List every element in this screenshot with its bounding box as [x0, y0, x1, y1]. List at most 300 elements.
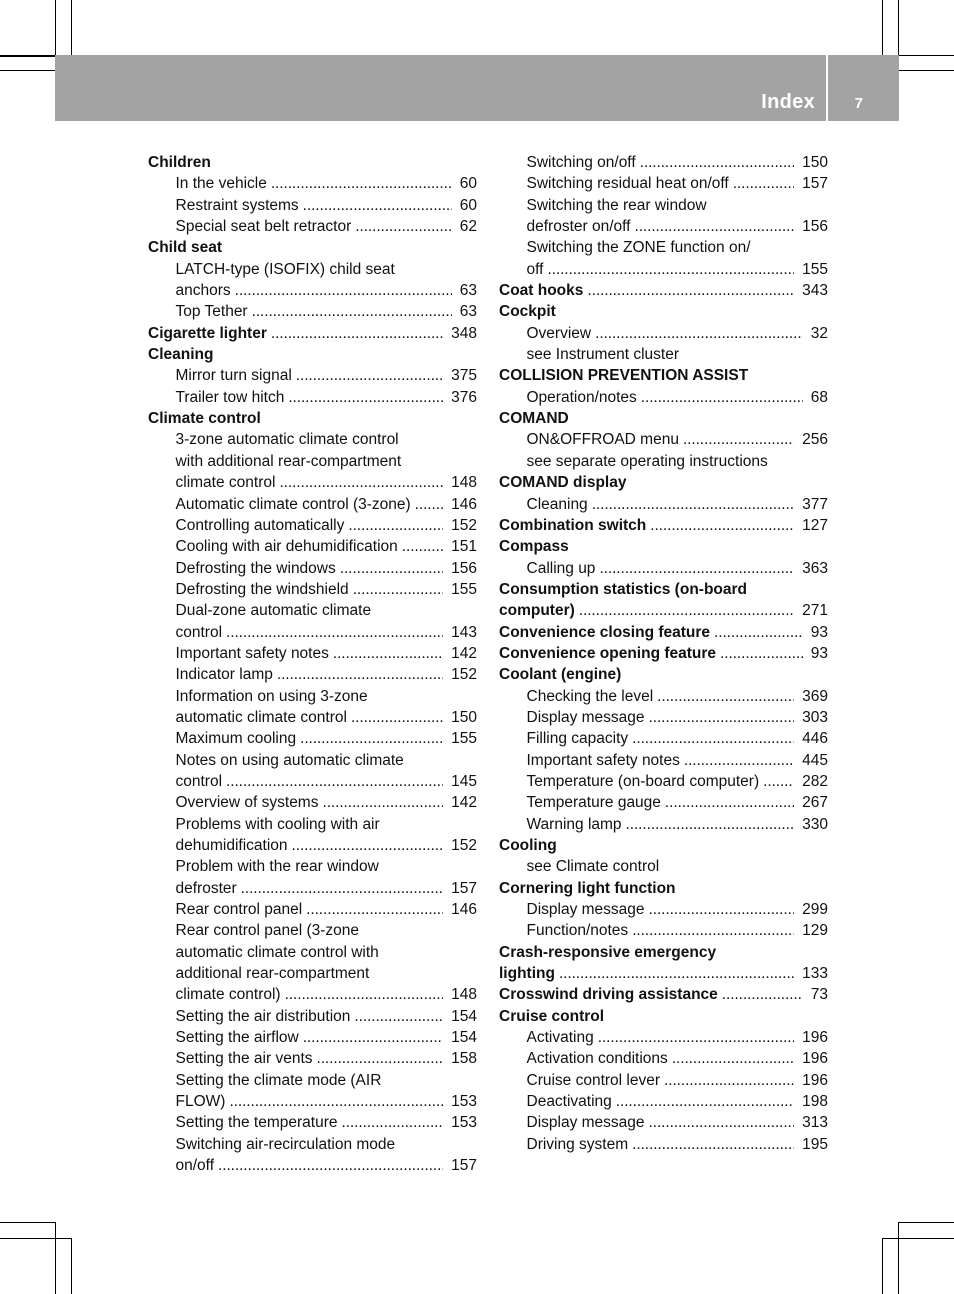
index-entry-text: defroster on/off — [526, 218, 631, 236]
crop-mark — [55, 1222, 56, 1294]
index-heading — [499, 579, 828, 600]
dot-leader — [763, 771, 794, 792]
index-entry-text: Automatic climate control (3-zone) — [175, 495, 411, 513]
crop-mark — [71, 0, 72, 55]
index-page-number: 146 — [451, 495, 477, 513]
index-subentry — [499, 707, 828, 728]
dot-leader — [306, 899, 443, 920]
index-heading — [148, 237, 477, 258]
dot-leader — [292, 835, 444, 856]
index-entry-text: Switching the ZONE function on/ — [526, 239, 751, 257]
index-entry-text: Problem with the rear window — [175, 858, 379, 876]
index-subentry — [499, 237, 828, 258]
dot-leader — [241, 878, 443, 899]
header-divider — [826, 55, 828, 121]
dot-leader — [657, 686, 794, 707]
dot-leader — [355, 216, 451, 237]
index-subentry — [148, 1134, 477, 1155]
crop-mark — [0, 1238, 72, 1239]
index-entry-text: Switching on/off — [526, 154, 636, 171]
crop-mark — [0, 70, 55, 71]
dot-leader — [354, 1006, 443, 1027]
dot-leader — [229, 1091, 443, 1112]
index-entry-text: Cleaning — [526, 495, 588, 513]
index-page-number: 348 — [451, 324, 477, 342]
index-entry-text: see separate operating instructions — [526, 452, 768, 470]
dot-leader — [235, 280, 452, 301]
index-page-number: 133 — [802, 965, 828, 983]
index-entry-text: Overview of systems — [175, 794, 319, 812]
index-subentry — [499, 814, 828, 835]
index-heading — [499, 280, 828, 301]
index-subentry — [499, 1112, 828, 1133]
index-subentry — [148, 195, 477, 216]
index-heading — [499, 835, 828, 856]
index-entry-text: Activating — [526, 1029, 594, 1047]
index-subentry — [148, 1112, 477, 1133]
index-subentry — [148, 899, 477, 920]
index-page-number: 343 — [802, 282, 828, 300]
index-heading — [499, 984, 828, 1005]
index-entry-text: Display message — [526, 708, 645, 726]
index-heading — [148, 344, 477, 365]
index-entry-text: Important safety notes — [175, 644, 329, 662]
index-entry-text: Coat hooks — [499, 282, 584, 300]
index-page-number: 196 — [802, 1071, 828, 1089]
dot-leader — [626, 814, 795, 835]
index-subentry — [148, 1091, 477, 1112]
crop-mark — [0, 55, 55, 57]
index-entry-text: additional rear-compartment — [175, 965, 370, 983]
dot-leader — [598, 1027, 794, 1048]
index-subentry — [148, 451, 477, 472]
index-page-number: 198 — [802, 1093, 828, 1111]
index-entry-text: Rear control panel (3-zone — [175, 922, 360, 940]
index-subentry — [148, 622, 477, 643]
index-subentry — [499, 173, 828, 194]
index-entry-text: Checking the level — [526, 687, 654, 705]
index-subentry — [499, 259, 828, 280]
dot-leader — [271, 173, 452, 194]
index-subentry — [148, 216, 477, 237]
index-entry-text: Dual-zone automatic climate — [175, 602, 372, 620]
index-entry-text: Setting the air distribution — [175, 1007, 351, 1025]
crop-mark — [55, 0, 56, 55]
dot-leader — [303, 1027, 443, 1048]
index-entry-text: Cooling — [499, 837, 557, 854]
index-entry-text: Restraint systems — [175, 196, 299, 214]
index-entry-text: Calling up — [526, 559, 596, 577]
index-entry-text: Defrosting the windows — [175, 559, 336, 577]
index-page-number: 377 — [802, 495, 828, 513]
index-subentry — [148, 984, 477, 1005]
index-subentry — [148, 280, 477, 301]
page-number: 7 — [854, 95, 863, 112]
index-subentry — [148, 771, 477, 792]
index-page-number: 68 — [810, 388, 828, 406]
index-subentry — [499, 1027, 828, 1048]
index-entry-text: Function/notes — [526, 922, 629, 940]
index-subentry — [499, 856, 828, 877]
index-heading — [499, 643, 828, 664]
index-page-number: 156 — [802, 218, 828, 236]
dot-leader — [665, 792, 794, 813]
crop-mark — [899, 1222, 954, 1223]
index-heading — [148, 152, 477, 173]
index-page-number: 60 — [459, 175, 477, 193]
index-entry-text: Coolant (engine) — [499, 666, 622, 684]
index-page-number: 150 — [802, 154, 828, 171]
index-subentry — [499, 920, 828, 941]
dot-leader — [649, 1112, 795, 1133]
index-subentry — [148, 856, 477, 877]
crop-mark — [882, 1238, 954, 1239]
index-subentry — [148, 259, 477, 280]
dot-leader — [579, 600, 794, 621]
index-page-number: 150 — [451, 708, 477, 726]
index-page-number: 299 — [802, 901, 828, 919]
index-entry-text: see Climate control — [526, 858, 660, 876]
index-entry-text: COLLISION PREVENTION ASSIST — [499, 367, 749, 385]
index-entry-text: Deactivating — [526, 1093, 612, 1111]
index-subentry — [148, 963, 477, 984]
index-entry-text: Temperature gauge — [526, 794, 661, 812]
index-page-number: 142 — [451, 794, 477, 812]
index-page-number: 196 — [802, 1050, 828, 1068]
index-page-number: 313 — [802, 1114, 828, 1132]
index-page-number: 60 — [459, 196, 477, 214]
index-heading — [499, 515, 828, 536]
index-entry-text: Controlling automatically — [175, 516, 345, 534]
page-title: Index — [761, 91, 815, 113]
index-heading — [499, 878, 828, 899]
index-entry-text: Cruise control — [499, 1007, 605, 1025]
index-page-number: 129 — [802, 922, 828, 940]
index-subentry — [499, 429, 828, 450]
dot-leader — [342, 1112, 444, 1133]
dot-leader — [722, 984, 803, 1005]
index-page-number: 151 — [451, 538, 477, 556]
index-subentry — [148, 686, 477, 707]
dot-leader — [587, 280, 794, 301]
index-page-number: 93 — [810, 644, 828, 662]
index-subentry — [148, 494, 477, 515]
index-page-number: 196 — [802, 1029, 828, 1047]
index-page-number: 282 — [802, 772, 828, 790]
dot-leader — [547, 259, 794, 280]
index-page-number: 267 — [802, 794, 828, 812]
dot-leader — [348, 515, 443, 536]
index-subentry — [499, 728, 828, 749]
index-entry-text: Operation/notes — [526, 388, 637, 406]
index-page-number: 93 — [810, 623, 828, 641]
dot-leader — [218, 1155, 443, 1176]
dot-leader — [640, 152, 794, 173]
index-subentry — [148, 1070, 477, 1091]
crop-mark — [0, 1222, 55, 1223]
index-entry-text: Children — [148, 154, 211, 171]
index-entry-text: see Instrument cluster — [526, 346, 679, 364]
index-page-number: 63 — [459, 282, 477, 300]
index-entry-text: Setting the temperature — [175, 1114, 338, 1132]
index-subentry — [148, 365, 477, 386]
index-entry-text: Cigarette lighter — [148, 324, 267, 342]
index-subentry — [499, 216, 828, 237]
index-column-right — [499, 152, 828, 1155]
index-heading — [499, 1006, 828, 1027]
index-subentry — [499, 750, 828, 771]
index-subentry — [499, 899, 828, 920]
index-entry-text: Temperature (on-board computer) — [526, 772, 760, 790]
index-entry-text: Cleaning — [148, 346, 214, 364]
dot-leader — [650, 515, 794, 536]
crop-mark — [882, 1238, 883, 1294]
index-entry-text: ON&OFFROAD menu — [526, 431, 679, 449]
index-page-number: 157 — [802, 175, 828, 193]
crop-mark — [71, 1238, 72, 1294]
index-page-number: 446 — [802, 730, 828, 748]
dot-leader — [288, 387, 443, 408]
dot-leader — [277, 664, 443, 685]
index-entry-text: Activation conditions — [526, 1050, 668, 1068]
index-subentry — [499, 1134, 828, 1155]
dot-leader — [592, 494, 794, 515]
index-entry-text: Overview — [526, 324, 592, 342]
dot-leader — [351, 707, 443, 728]
dot-leader — [714, 622, 803, 643]
index-entry-text: Consumption statistics (on-board — [499, 580, 747, 598]
index-entry-text: control — [175, 772, 223, 790]
index-subentry — [148, 173, 477, 194]
index-subentry — [148, 814, 477, 835]
index-entry-text: Convenience closing feature — [499, 623, 711, 641]
index-entry-text: automatic climate control with — [175, 943, 379, 961]
index-entry-text: climate control — [175, 474, 276, 492]
index-subentry — [148, 792, 477, 813]
crop-mark — [898, 1222, 899, 1294]
index-entry-text: Special seat belt retractor — [175, 218, 352, 236]
index-entry-text: Driving system — [526, 1135, 629, 1153]
dot-leader — [279, 472, 443, 493]
dot-leader — [322, 792, 443, 813]
index-entry-text: Setting the air vents — [175, 1050, 313, 1068]
index-entry-text: control — [175, 623, 223, 641]
dot-leader — [683, 429, 794, 450]
index-entry-text: Mirror turn signal — [175, 367, 292, 385]
index-page-number: 73 — [810, 986, 828, 1004]
index-page-number: 154 — [451, 1007, 477, 1025]
index-entry-text: Filling capacity — [526, 730, 629, 748]
index-subentry — [499, 494, 828, 515]
index-entry-text: Crosswind driving assistance — [499, 986, 718, 1004]
index-subentry — [499, 1091, 828, 1112]
index-page-number: 152 — [451, 837, 477, 854]
dot-leader — [333, 643, 443, 664]
index-page-number: 142 — [451, 644, 477, 662]
dot-leader — [649, 707, 795, 728]
dot-leader — [684, 750, 794, 771]
index-subentry — [148, 515, 477, 536]
index-entry-text: In the vehicle — [175, 175, 267, 193]
index-page-number: 146 — [451, 901, 477, 919]
index-page-number: 158 — [451, 1050, 477, 1068]
dot-leader — [559, 963, 794, 984]
index-entry-text: Convenience opening feature — [499, 644, 717, 662]
index-entry-text: Child seat — [148, 239, 223, 257]
index-entry-text: Cornering light function — [499, 879, 676, 897]
dot-leader — [632, 728, 794, 749]
index-heading — [499, 963, 828, 984]
index-subentry — [499, 792, 828, 813]
index-entry-text: Cruise control lever — [526, 1071, 661, 1089]
index-subentry — [148, 707, 477, 728]
index-page-number: 148 — [451, 474, 477, 492]
index-entry-text: Display message — [526, 901, 645, 919]
index-page-number: 155 — [802, 260, 828, 278]
index-page-number: 32 — [810, 324, 828, 342]
dot-leader — [595, 323, 803, 344]
dot-leader — [340, 558, 443, 579]
index-subentry — [148, 1048, 477, 1069]
index-page-number: 195 — [802, 1135, 828, 1153]
index-heading — [499, 622, 828, 643]
index-column-left — [148, 152, 477, 1177]
index-subentry — [148, 750, 477, 771]
index-page-number: 157 — [451, 1157, 477, 1175]
index-page-number: 363 — [802, 559, 828, 577]
index-entry-text: Crash-responsive emergency — [499, 943, 717, 961]
index-subentry — [148, 942, 477, 963]
index-entry-text: defroster — [175, 879, 237, 897]
index-subentry — [499, 451, 828, 472]
dot-leader — [664, 1070, 794, 1091]
index-subentry — [499, 323, 828, 344]
index-entry-text: COMAND — [499, 410, 569, 428]
index-page-number: 152 — [451, 516, 477, 534]
index-page-number: 155 — [451, 730, 477, 748]
index-page-number: 153 — [451, 1093, 477, 1111]
index-heading — [148, 323, 477, 344]
index-entry-text: Switching the rear window — [526, 196, 707, 214]
index-subentry — [148, 920, 477, 941]
index-subentry — [148, 1006, 477, 1027]
index-page-number: 153 — [451, 1114, 477, 1132]
index-subentry — [499, 771, 828, 792]
index-page-number: 145 — [451, 772, 477, 790]
dot-leader — [353, 579, 443, 600]
index-subentry — [148, 472, 477, 493]
index-entry-text: FLOW) — [175, 1093, 226, 1111]
index-entry-text: COMAND display — [499, 474, 627, 492]
index-subentry — [499, 686, 828, 707]
index-entry-text: LATCH-type (ISOFIX) child seat — [175, 260, 395, 278]
index-subentry — [148, 579, 477, 600]
index-entry-text: Display message — [526, 1114, 645, 1132]
index-page-number: 62 — [459, 218, 477, 236]
dot-leader — [720, 643, 803, 664]
dot-leader — [632, 1134, 794, 1155]
dot-leader — [641, 387, 803, 408]
index-entry-text: Problems with cooling with air — [175, 815, 380, 833]
index-subentry — [148, 643, 477, 664]
index-page-number: 369 — [802, 687, 828, 705]
index-entry-text: automatic climate control — [175, 708, 347, 726]
index-page-number: 445 — [802, 751, 828, 769]
index-heading — [499, 536, 828, 557]
index-entry-text: Warning lamp — [526, 815, 622, 833]
index-page-number: 330 — [802, 815, 828, 833]
dot-leader — [271, 323, 443, 344]
index-page-number: 148 — [451, 986, 477, 1004]
dot-leader — [296, 365, 443, 386]
dot-leader — [733, 173, 794, 194]
index-entry-text: Notes on using automatic climate — [175, 751, 404, 769]
dot-leader — [300, 728, 443, 749]
index-page-number: 375 — [451, 367, 477, 385]
index-subentry — [499, 344, 828, 365]
dot-leader — [285, 984, 444, 1005]
index-entry-text: Important safety notes — [526, 751, 680, 769]
index-subentry — [499, 1070, 828, 1091]
index-heading — [499, 942, 828, 963]
index-entry-text: Trailer tow hitch — [175, 388, 285, 406]
dot-leader — [634, 216, 794, 237]
dot-leader — [415, 494, 443, 515]
dot-leader — [402, 536, 443, 557]
page-header — [55, 55, 899, 121]
index-entry-text: with additional rear-compartment — [175, 452, 402, 470]
index-page-number: 256 — [802, 431, 828, 449]
index-entry-text: climate control) — [175, 986, 281, 1004]
index-entry-text: dehumidification — [175, 837, 288, 854]
index-entry-text: Setting the climate mode (AIR — [175, 1071, 382, 1089]
crop-mark — [899, 70, 954, 71]
index-subentry — [148, 301, 477, 322]
index-entry-text: Maximum cooling — [175, 730, 297, 748]
crop-mark — [882, 0, 883, 55]
index-page-number: 157 — [451, 879, 477, 897]
index-subentry — [148, 835, 477, 856]
index-subentry — [499, 387, 828, 408]
index-entry-text: computer) — [499, 602, 575, 620]
index-subentry — [499, 152, 828, 173]
index-subentry — [499, 1048, 828, 1069]
index-entry-text: Switching air-recirculation mode — [175, 1135, 396, 1153]
index-entry-text: 3-zone automatic climate control — [175, 431, 399, 449]
crop-mark — [898, 0, 899, 55]
index-entry-text: Information on using 3-zone — [175, 687, 368, 705]
index-heading — [499, 301, 828, 322]
index-subentry — [148, 536, 477, 557]
index-heading — [148, 408, 477, 429]
index-heading — [499, 408, 828, 429]
index-subentry — [148, 664, 477, 685]
index-subentry — [148, 387, 477, 408]
dot-leader — [649, 899, 795, 920]
index-entry-text: Cockpit — [499, 303, 556, 321]
index-entry-text: Rear control panel — [175, 901, 303, 919]
index-heading — [499, 664, 828, 685]
index-entry-text: Switching residual heat on/off — [526, 175, 729, 193]
index-page-number: 154 — [451, 1029, 477, 1047]
index-page-number: 271 — [802, 602, 828, 620]
dot-leader — [226, 771, 443, 792]
index-entry-text: Defrosting the windshield — [175, 580, 349, 598]
dot-leader — [632, 920, 794, 941]
index-subentry — [148, 878, 477, 899]
index-page-number: 156 — [451, 559, 477, 577]
index-page-number: 143 — [451, 623, 477, 641]
